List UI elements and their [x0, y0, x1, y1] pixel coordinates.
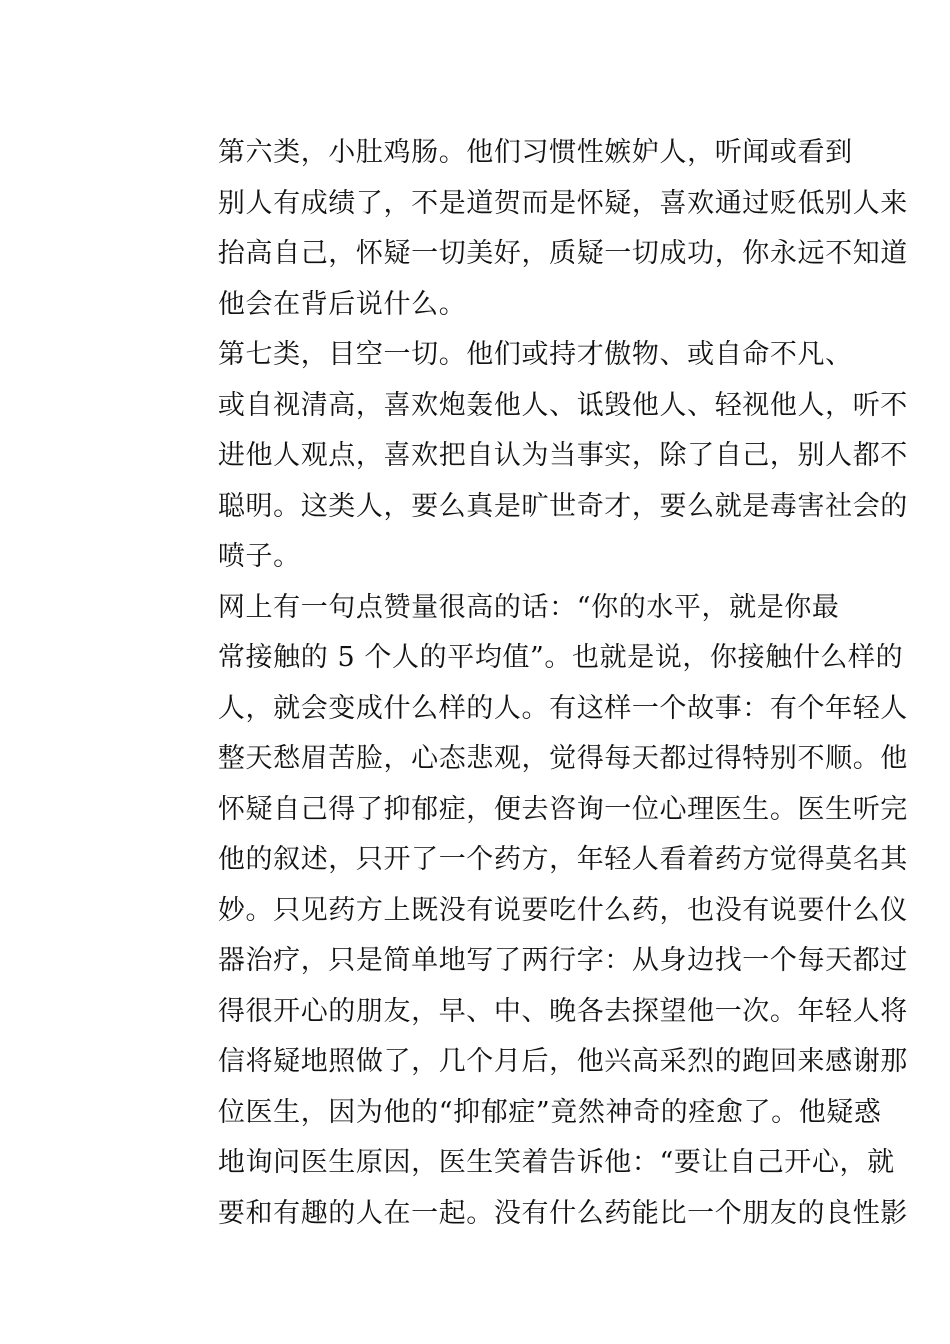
text-line: 第七类，目空一切。他们或持才傲物、或自命不凡、: [217, 339, 853, 370]
paragraph-story: [145, 583, 908, 1240]
paragraph-sixth-type: [145, 128, 908, 330]
text-line: 怀疑自己得了抑郁症，便去咨询一位心理医生。医生听完: [217, 793, 908, 825]
text-line: 位医生，因为他的“抑郁症”竟然神奇的痊愈了。他疑惑: [217, 1096, 882, 1128]
text-line: 别人有成绩了，不是道贺而是怀疑，喜欢通过贬低别人来: [217, 187, 908, 219]
paragraph-seventh-type: [145, 330, 908, 583]
text-line: 地询问医生原因，医生笑着告诉他：“要让自己开心，就: [217, 1147, 895, 1178]
text-line: 进他人观点，喜欢把自认为当事实，除了自己，别人都不: [217, 440, 908, 471]
text-line: 要和有趣的人在一起。没有什么药能比一个朋友的良性影: [217, 1197, 908, 1229]
body-text: [145, 128, 908, 1239]
text-line: 抬高自己，怀疑一切美好，质疑一切成功，你永远不知道: [217, 238, 908, 269]
text-line: 信将疑地照做了，几个月后，他兴高采烈的跑回来感谢那: [217, 1046, 908, 1077]
text-line: 或自视清高，喜欢炮轰他人、诋毁他人、轻视他人，听不: [217, 389, 908, 421]
text-line: 网上有一句点赞量很高的话：“你的水平，就是你最: [217, 591, 840, 623]
text-line: 聪明。这类人，要么真是旷世奇才，要么就是毒害社会的: [217, 490, 908, 522]
text-line: 常接触的 5 个人的平均值”。也就是说，你接触什么样的: [217, 642, 904, 673]
text-line: 妙。只见药方上既没有说要吃什么药，也没有说要什么仪: [217, 894, 908, 926]
text-line: 他的叙述，只开了一个药方，年轻人看着药方觉得莫名其: [217, 844, 908, 875]
text-line: 他会在背后说什么。: [217, 288, 467, 320]
text-line: 器治疗，只是简单地写了两行字：从身边找一个每天都过: [217, 945, 908, 976]
text-line: 得很开心的朋友，早、中、晚各去探望他一次。年轻人将: [217, 995, 908, 1027]
text-line: 第六类，小肚鸡肠。他们习惯性嫉妒人，听闻或看到: [217, 137, 853, 168]
text-line: 整天愁眉苦脸，心态悲观，觉得每天都过得特别不顺。他: [217, 743, 908, 774]
text-line: 人，就会变成什么样的人。有这样一个故事：有个年轻人: [217, 692, 908, 724]
text-line: 喷子。: [217, 541, 301, 572]
